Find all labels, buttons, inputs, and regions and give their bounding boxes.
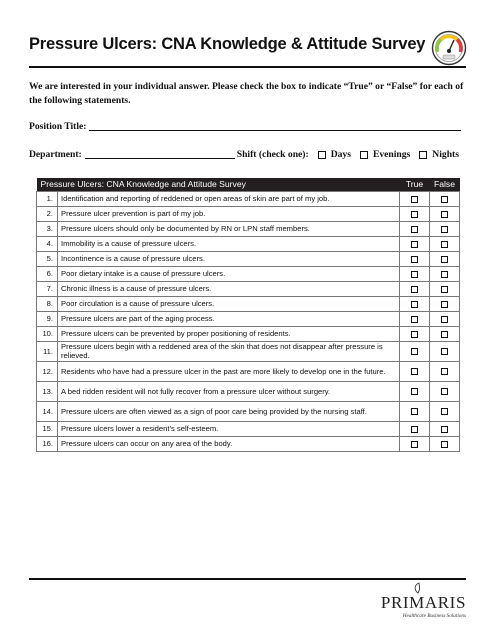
false-cell: [430, 401, 460, 421]
false-cell: [430, 361, 460, 381]
shift-label: Shift (check one):: [236, 149, 309, 160]
table-row: [37, 281, 460, 296]
table-row: [37, 221, 460, 236]
position-title-row: [29, 120, 463, 132]
true-checkbox[interactable]: [411, 301, 418, 308]
row-number: 13.: [37, 381, 58, 401]
true-cell: [400, 361, 430, 381]
table-row: [37, 381, 460, 401]
true-cell: [400, 421, 430, 436]
statement-text: Pressure ulcers can be prevented by proper positioning of residents.: [58, 326, 400, 341]
true-cell: [400, 221, 430, 236]
false-checkbox[interactable]: [441, 408, 448, 415]
false-checkbox[interactable]: [441, 368, 448, 375]
true-checkbox[interactable]: [411, 271, 418, 278]
false-checkbox[interactable]: [441, 301, 448, 308]
false-checkbox[interactable]: [441, 271, 448, 278]
department-row: [29, 148, 459, 160]
table-row: [37, 361, 460, 381]
department-label: Department:: [29, 149, 82, 160]
false-cell: [430, 296, 460, 311]
footer-divider: [29, 578, 466, 580]
checkbox-icon[interactable]: [318, 151, 326, 159]
table-row: [37, 236, 460, 251]
row-number: 6.: [37, 266, 58, 281]
true-cell: [400, 311, 430, 326]
false-checkbox[interactable]: [441, 331, 448, 338]
row-number: 1.: [37, 191, 58, 206]
row-number: 16.: [37, 436, 58, 451]
title-divider: [29, 66, 466, 68]
row-number: 3.: [37, 221, 58, 236]
row-number: 2.: [37, 206, 58, 221]
false-cell: [430, 421, 460, 436]
brand-name: PRIMARIS: [380, 593, 466, 612]
row-number: 9.: [37, 311, 58, 326]
survey-header-row: [37, 178, 460, 191]
row-number: 5.: [37, 251, 58, 266]
false-checkbox[interactable]: [441, 211, 448, 218]
row-number: 7.: [37, 281, 58, 296]
table-row: [37, 326, 460, 341]
false-cell: [430, 381, 460, 401]
statement-text: Pressure ulcers lower a resident’s self-esteem.: [58, 421, 400, 436]
false-checkbox[interactable]: [441, 348, 448, 355]
false-cell: [430, 326, 460, 341]
true-cell: [400, 341, 430, 361]
statement-text: Identification and reporting of reddened or open areas of skin are part of my job.: [58, 191, 400, 206]
table-row: [37, 311, 460, 326]
true-checkbox[interactable]: [411, 226, 418, 233]
true-checkbox[interactable]: [411, 211, 418, 218]
true-checkbox[interactable]: [411, 316, 418, 323]
position-title-label: Position Title:: [29, 121, 87, 132]
table-row: [37, 266, 460, 281]
false-checkbox[interactable]: [441, 256, 448, 263]
false-checkbox[interactable]: [441, 196, 448, 203]
true-checkbox[interactable]: [411, 441, 418, 448]
false-checkbox[interactable]: [441, 226, 448, 233]
true-checkbox[interactable]: [411, 348, 418, 355]
false-cell: [430, 311, 460, 326]
true-cell: [400, 206, 430, 221]
false-cell: [430, 206, 460, 221]
table-row: [37, 296, 460, 311]
statement-text: Pressure ulcers begin with a reddened area of the skin that does not disappear after pressure is relieved.: [58, 341, 400, 361]
false-checkbox[interactable]: [441, 426, 448, 433]
false-cell: [430, 236, 460, 251]
true-cell: [400, 236, 430, 251]
true-cell: [400, 436, 430, 451]
statement-text: A bed ridden resident will not fully recover from a pressure ulcer without surgery.: [58, 381, 400, 401]
true-cell: [400, 326, 430, 341]
true-checkbox[interactable]: [411, 426, 418, 433]
true-checkbox[interactable]: [411, 196, 418, 203]
false-cell: [430, 341, 460, 361]
statement-text: Poor circulation is a cause of pressure ulcers.: [58, 296, 400, 311]
shift-option-days[interactable]: Days: [318, 149, 351, 160]
true-column-header: True: [400, 178, 430, 191]
true-checkbox[interactable]: [411, 408, 418, 415]
statement-text: Pressure ulcer prevention is part of my job.: [58, 206, 400, 221]
true-cell: [400, 401, 430, 421]
true-checkbox[interactable]: [411, 241, 418, 248]
statement-text: Residents who have had a pressure ulcer in the past are more likely to develop one in the future.: [58, 361, 400, 381]
true-checkbox[interactable]: [411, 388, 418, 395]
row-number: 12.: [37, 361, 58, 381]
false-checkbox[interactable]: [441, 241, 448, 248]
row-number: 11.: [37, 341, 58, 361]
row-number: 4.: [37, 236, 58, 251]
table-row: [37, 401, 460, 421]
row-number: 10.: [37, 326, 58, 341]
brand-tagline: Healthcare Business Solutions: [402, 613, 466, 619]
statement-text: Pressure ulcers can occur on any area of the body.: [58, 436, 400, 451]
true-cell: [400, 381, 430, 401]
false-cell: [430, 251, 460, 266]
table-row: [37, 251, 460, 266]
true-cell: [400, 296, 430, 311]
shift-option-nights[interactable]: Nights: [419, 149, 459, 160]
checkbox-icon[interactable]: [360, 151, 368, 159]
table-row: [37, 421, 460, 436]
position-title-field[interactable]: [89, 120, 461, 131]
statement-text: Poor dietary intake is a cause of pressure ulcers.: [58, 266, 400, 281]
true-cell: [400, 281, 430, 296]
false-checkbox[interactable]: [441, 441, 448, 448]
gauge-icon: [431, 30, 467, 66]
true-checkbox[interactable]: [411, 368, 418, 375]
statement-text: Pressure ulcers should only be documented by RN or LPN staff members.: [58, 221, 400, 236]
statement-text: Immobility is a cause of pressure ulcers.: [58, 236, 400, 251]
false-cell: [430, 281, 460, 296]
false-cell: [430, 266, 460, 281]
false-cell: [430, 221, 460, 236]
statement-text: Pressure ulcers are part of the aging process.: [58, 311, 400, 326]
true-cell: [400, 266, 430, 281]
table-row: [37, 436, 460, 451]
shift-option-evenings[interactable]: Evenings: [360, 149, 410, 160]
survey-header: Pressure Ulcers: CNA Knowledge and Attitude Survey: [37, 178, 400, 191]
true-checkbox[interactable]: [411, 331, 418, 338]
true-checkbox[interactable]: [411, 256, 418, 263]
statement-text: Pressure ulcers are often viewed as a sign of poor care being provided by the nursing staff.: [58, 401, 400, 421]
survey-table: [36, 178, 460, 452]
table-row: [37, 206, 460, 221]
false-cell: [430, 436, 460, 451]
table-row: [37, 341, 460, 361]
page-title: Pressure Ulcers: CNA Knowledge & Attitude Survey: [29, 35, 426, 53]
true-cell: [400, 251, 430, 266]
false-column-header: False: [430, 178, 460, 191]
true-checkbox[interactable]: [411, 286, 418, 293]
checkbox-icon[interactable]: [419, 151, 427, 159]
row-number: 15.: [37, 421, 58, 436]
true-cell: [400, 191, 430, 206]
row-number: 14.: [37, 401, 58, 421]
false-cell: [430, 191, 460, 206]
false-checkbox[interactable]: [441, 316, 448, 323]
statement-text: Incontinence is a cause of pressure ulcers.: [58, 251, 400, 266]
table-row: [37, 191, 460, 206]
instructions: We are interested in your individual answer. Please check the box to indicate “True” or “False” for each of the following statements.: [29, 81, 464, 106]
row-number: 8.: [37, 296, 58, 311]
false-checkbox[interactable]: [441, 388, 448, 395]
false-checkbox[interactable]: [441, 286, 448, 293]
department-field[interactable]: [85, 148, 235, 159]
statement-text: Chronic illness is a cause of pressure ulcers.: [58, 281, 400, 296]
